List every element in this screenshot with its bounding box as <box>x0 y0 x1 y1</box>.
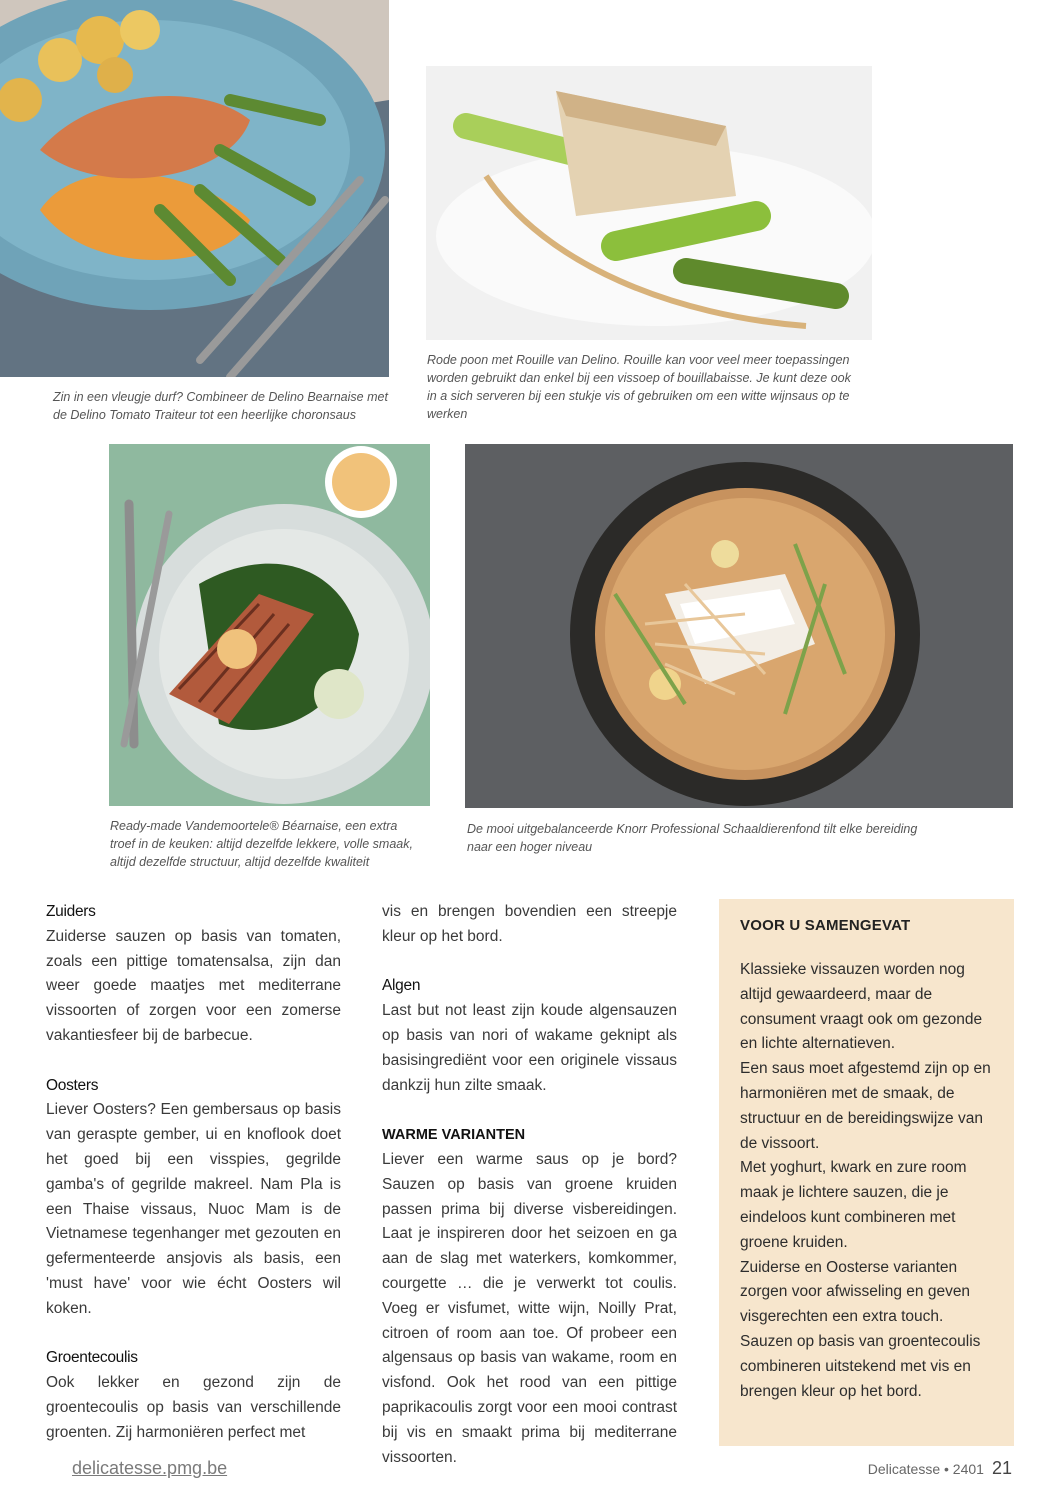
page-footer <box>868 1458 1012 1479</box>
heading-zuiders: Zuiders <box>46 903 96 920</box>
summary-item: Sauzen op basis van groentecoulis combineren uitstekend met vis en brengen kleur op het bord. <box>740 1332 981 1400</box>
heading-algen: Algen <box>382 977 421 995</box>
website-link[interactable]: delicatesse.pmg.be <box>72 1458 228 1478</box>
heading-groentecoulis: Groentecoulis <box>46 1349 138 1367</box>
summary-item: Zuiderse en Oosterse varianten zorgen voor afwisseling en geven visgerechten een extra touch. <box>740 1258 971 1326</box>
heading-oosters: Oosters <box>46 1076 99 1094</box>
caption-photo-2: Rode poon met Rouille van Delino. Rouille kan voor veel meer toepassingen worden gebruikt dan enkel bij een vissoep of bouillabaisse. Je kunt deze ook in a sich serveren bij een stukje vis of gebruiken om een witte wijnsaus op te werken <box>427 353 851 421</box>
paragraph-zuiders: Zuiderse sauzen op basis van tomaten, zoals een pittige tomatensalsa, zijn dan weer goede maatjes met mediterrane vissoorten of zorgen voor een zomerse vakantiesfeer bij de barbecue. <box>46 927 341 1044</box>
summary-box <box>719 899 1014 1446</box>
caption-photo-4: De mooi uitgebalanceerde Knorr Professional Schaaldierenfond tilt elke bereiding naar een hoger niveau <box>467 822 918 854</box>
text-column-2 <box>382 900 677 1470</box>
summary-item: Klassieke vissauzen worden nog altijd gewaardeerd, maar de consument vraagt ook om gezonde en lichte alternatieven. <box>740 961 983 1053</box>
summary-item: Met yoghurt, kwark en zure room maak je lichtere sauzen, die je eindeloos kunt combineren met groene kruiden. <box>740 1159 967 1251</box>
photo-shellfish-bowl <box>465 444 1013 808</box>
page-number: 21 <box>991 1458 1012 1478</box>
text-column-1 <box>46 900 341 1446</box>
photo-red-gurnard <box>426 66 872 340</box>
magazine-issue: Delicatesse • 2401 <box>867 1461 984 1477</box>
caption-photo-1: Zin in een vleugje durf? Combineer de Delino Bearnaise met de Delino Tomato Traiteur tot een heerlijke choronsaus <box>53 390 388 422</box>
summary-item: Een saus moet afgestemd zijn op en harmoniëren met de smaak, de structuur en de bereidingswijze van de vissoort. <box>740 1060 991 1152</box>
summary-title: VOOR U SAMENGEVAT <box>740 917 911 934</box>
paragraph-warme-varianten: Liever een warme saus op je bord? Sauzen op basis van groene kruiden passen prima bij diverse visbereidingen. Laat je inspireren door het seizoen en ga aan de slag met waterkers, komkommer, courgette … die je verwerkt tot coulis. Voeg er visfumet, witte wijn, Noilly Prat, citroen of room aan toe. Of probeer een algensaus op basis van wakame, room en visfond. Ook het rood van een pittige paprikacoulis zorgt voor een mooi contrast bij vis en smaakt prima bij mediterrane vissoorten. <box>382 1150 677 1466</box>
heading-warme-varianten: WARME VARIANTEN <box>382 1127 526 1144</box>
paragraph-groentecoulis: Ook lekker en gezond zijn de groentecoulis op basis van verschillende groenten. Zij harmoniëren perfect met <box>46 1374 341 1441</box>
caption-photo-3: Ready-made Vandemoortele® Béarnaise, een extra troef in de keuken: altijd dezelfde lekkere, volle smaak, altijd dezelfde structuur, altijd dezelfde kwaliteit <box>110 819 413 869</box>
photo-fish-potatoes <box>0 0 389 377</box>
photo-salmon-bearnaise <box>109 444 430 806</box>
paragraph-oosters: Liever Oosters? Een gembersaus op basis van geraspte gember, ui en knoflook doet het goed bij een visspies, gegrilde gamba's of gegrilde makreel. Nam Pla is een Thaise vissaus, Nuoc Mam is de Vietnamese tegenhanger met gezouten en gefermenteerde ansjovis als basis, een 'must have' voor wie écht Oosters wil koken. <box>46 1101 341 1317</box>
paragraph-continued: vis en brengen bovendien een streepje kleur op het bord. <box>382 903 677 945</box>
paragraph-algen: Last but not least zijn koude algensauzen op basis van nori of wakame geknipt als basisingrediënt voor een originele vissaus dankzij hun zilte smaak. <box>382 1002 677 1094</box>
